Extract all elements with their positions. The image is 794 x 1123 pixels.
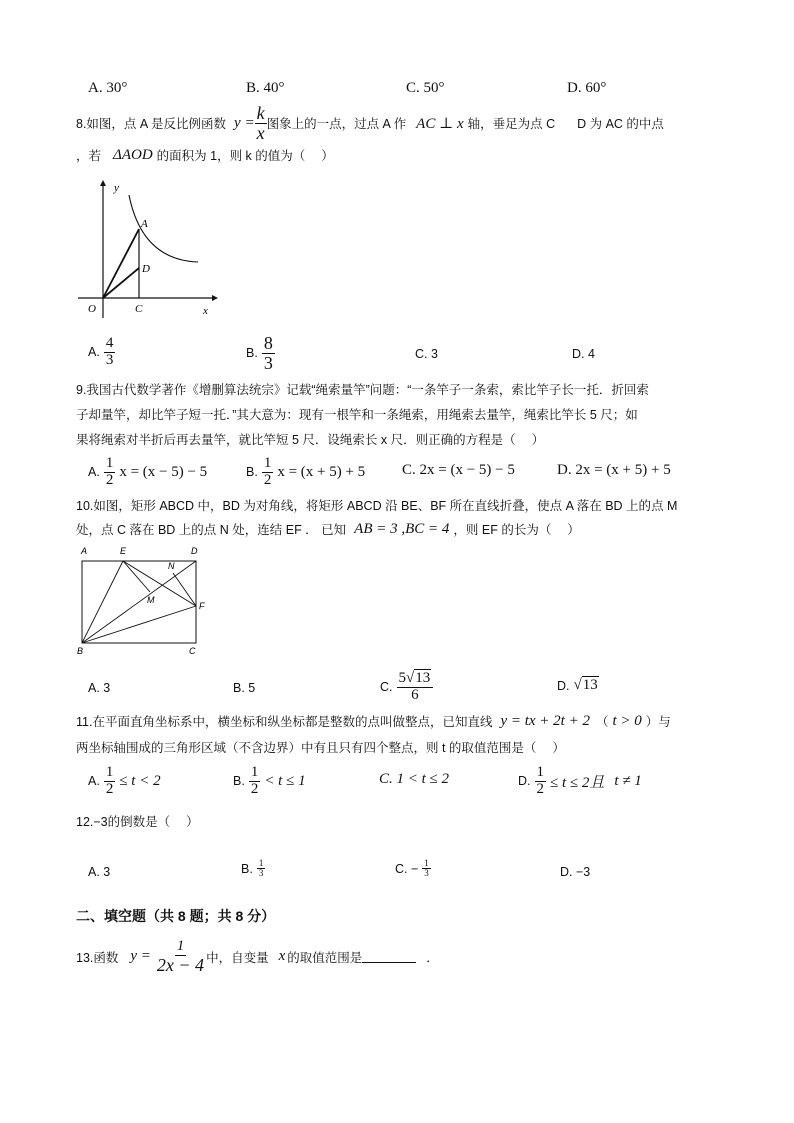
label-x: x [203, 305, 208, 317]
label-d: D [191, 546, 198, 556]
segment-oa [103, 229, 139, 298]
q13-stem: 13.函数 y = $\frac{1}{2x - 4}$ 中，自变量 x 的取值范围是 ． [76, 938, 439, 975]
q10-stem-line2: 处，点 C 落在 BD 上的点 N 处，连结 EF ． 已知 AB = 3 ,BC = 4 ，则 EF 的长为（ ） [76, 520, 580, 537]
q8-text-3: 轴，垂足为点 C [467, 117, 556, 132]
q12-option-a: A. 3 [88, 865, 111, 879]
section-title: 二、填空题（共 8 题；共 8 分） [76, 908, 276, 924]
q8-text-4: D 为 AC 的中点 [577, 117, 664, 132]
label-m: M [147, 595, 155, 605]
q8-figure [72, 176, 222, 321]
label-e: E [120, 546, 127, 556]
q11-option-d: D. $\frac{1}{2}$ ≤ t ≤ 2且 t ≠ 1 [518, 764, 642, 797]
diagonal-bd [82, 561, 196, 643]
q8-option-c: C. 3 [415, 347, 438, 361]
q8-option-b: B. $\frac{8}{3}$ [246, 333, 273, 373]
fold-bf [82, 606, 196, 643]
segment-fn [173, 573, 196, 606]
q12-option-c: C. − $\frac{1}{3}$ [395, 858, 429, 879]
q10-option-b: B. 5 [233, 681, 256, 695]
segment-od [103, 268, 139, 298]
q8-text-5: ，若 [76, 149, 102, 163]
q10-figure [76, 543, 216, 658]
label-c: C [189, 646, 196, 656]
segment-ef [123, 561, 196, 606]
label-c: C [135, 303, 143, 315]
q7-option-d: D. 60° [567, 80, 607, 96]
q11-option-b: B. $\frac{1}{2}$ < t ≤ 1 [233, 764, 306, 797]
q9-option-a: A. $\frac{1}{2}$ x = (x − 5) − 5 [88, 455, 208, 488]
q11-stem-line1: 11.在平面直角坐标系中，横坐标和纵坐标都是整数的点叫做整点，已知直线 y = tx + 2t + 2 （ t > 0 ）与 [76, 712, 671, 729]
segment-em [123, 561, 150, 592]
label-o: O [88, 303, 96, 315]
q9-option-c: C. 2x = (x − 5) − 5 [402, 462, 515, 478]
q11-stem-line2: 两坐标轴围成的三角形区域（不含边界）中有且只有四个整点，则 t 的取值范围是（ ） [76, 741, 565, 755]
q8-option-a: A. $\frac{4}{3}$ [88, 335, 114, 368]
label-y: y [114, 182, 119, 194]
q7-option-b: B. 40° [246, 80, 285, 96]
q8-text-2: 图象上的一点，过点 A 作 [266, 117, 407, 132]
q9-option-b: B. $\frac{1}{2}$ x = (x + 5) + 5 [246, 455, 366, 488]
q9-stem-line1: 9.我国古代数学著作《增删算法统宗》记载“绳索量竿”问题：“一条竿子一条索，索比竿子长一托．折回索 [76, 383, 649, 397]
q11-option-c: C. 1 < t ≤ 2 [379, 771, 450, 787]
q8-func-lhs: y = [234, 114, 255, 131]
answer-blank[interactable] [362, 950, 416, 963]
q8-text-1: 8.如图，点 A 是反比例函数 [76, 117, 227, 132]
q9-stem-line3: 果将绳索对半折后再去量竿，就比竿短 5 尺．设绳索长 x 尺．则正确的方程是（ ） [76, 433, 545, 447]
q12-option-d: D. −3 [560, 865, 591, 879]
q10-option-a: A. 3 [88, 681, 111, 695]
fold-be [82, 561, 123, 643]
q11-option-a: A. $\frac{1}{2}$ ≤ t < 2 [88, 764, 161, 797]
q10-option-d: D. √13 [557, 677, 598, 693]
q10-stem-line1: 10.如图，矩形 ABCD 中，BD 为对角线，将矩形 ABCD 沿 BE、BF 所在直线折叠，使点 A 落在 BD 上的点 M [76, 499, 678, 513]
y-axis-arrow-icon [100, 180, 106, 186]
q8-option-d: D. 4 [572, 347, 595, 361]
x-axis-arrow-icon [212, 295, 218, 301]
label-a: A [81, 546, 88, 556]
q8-perp: AC ⊥ x [416, 115, 464, 132]
label-f: F [199, 601, 205, 611]
q12-stem: 12.−3的倒数是（ ） [76, 815, 199, 829]
label-n: N [168, 561, 175, 571]
label-b: B [77, 646, 84, 656]
q9-option-d: D. 2x = (x + 5) + 5 [557, 462, 671, 478]
q8-func-fraction: $\frac{k}{x}$ [256, 103, 265, 143]
q10-option-c: C. $\frac{5√13}{6}$ [380, 671, 433, 704]
q9-stem-line2: 子却量竿，却比竿子短一托．”其大意为：现有一根竿和一条绳索，用绳索去量竿，绳索比竿长 5 尺；如 [76, 408, 638, 422]
q7-option-c: C. 50° [406, 80, 445, 96]
label-a: A [141, 218, 148, 230]
q8-triangle: ΔAOD [113, 146, 153, 163]
q8-text-6: 的面积为 1，则 k 的值为（ ） [156, 149, 334, 163]
q12-option-b: B. $\frac{1}{3}$ [241, 858, 264, 879]
label-d: D [142, 263, 150, 275]
q8-stem-line2 [76, 146, 334, 164]
q8-stem-line1 [76, 104, 664, 143]
q7-option-a: A. 30° [88, 80, 128, 96]
